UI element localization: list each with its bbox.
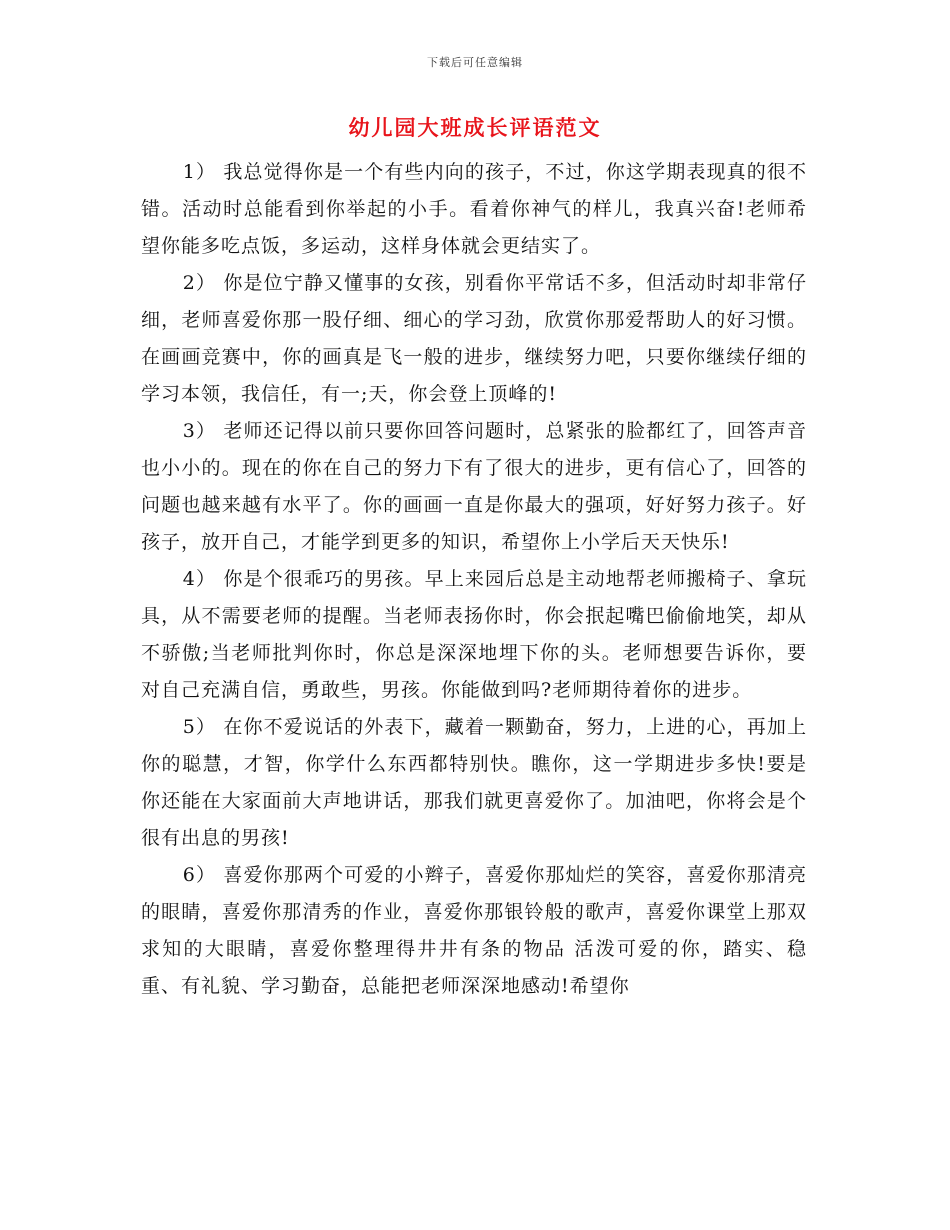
paragraph-2: 2） 你是位宁静又懂事的女孩，别看你平常话不多，但活动时却非常仔细，老师喜爱你那一股仔细、细心的学习劲，欣赏你那爱帮助人的好习惯。在画画竞赛中，你的画真是飞一般的进步，继续努力吧，只要你继续仔细的学习本领，我信任，有一;天，你会登上顶峰的! [141,272,807,405]
header-note: 下载后可任意编辑 [427,56,523,69]
paragraph-6: 6） 喜爱你那两个可爱的小辫子，喜爱你那灿烂的笑容，喜爱你那清亮的眼睛，喜爱你那清秀的作业，喜爱你那银铃般的歌声，喜爱你课堂上那双求知的大眼睛，喜爱你整理得井井有条的物品 活泼可爱的你，踏实、稳重、有礼貌、学习勤奋，总能把老师深深地感动!希望你 [141,864,807,997]
document-title: 幼儿园大班成长评语范文 [348,115,602,140]
document-body [141,154,807,1005]
paragraph-5: 5） 在你不爱说话的外表下，藏着一颗勤奋，努力，上进的心，再加上你的聪慧，才智，你学什么东西都特别快。瞧你，这一学期进步多快!要是你还能在大家面前大声地讲话，那我们就更喜爱你了。加油吧，你将会是个很有出息的男孩! [141,716,807,849]
paragraph-1: 1） 我总觉得你是一个有些内向的孩子，不过，你这学期表现真的很不错。活动时总能看到你举起的小手。看着你神气的样儿，我真兴奋!老师希望你能多吃点饭，多运动，这样身体就会更结实了。 [141,161,807,257]
paragraph-3: 3） 老师还记得以前只要你回答问题时，总紧张的脸都红了，回答声音也小小的。现在的你在自己的努力下有了很大的进步，更有信心了，回答的问题也越来越有水平了。你的画画一直是你最大的强项，好好努力孩子。好孩子，放开自己，才能学到更多的知识，希望你上小学后天天快乐! [141,420,807,553]
paragraph-4: 4） 你是个很乖巧的男孩。早上来园后总是主动地帮老师搬椅子、拿玩具，从不需要老师的提醒。当老师表扬你时，你会抿起嘴巴偷偷地笑，却从不骄傲;当老师批判你时，你总是深深地埋下你的头。老师想要告诉你，要对自己充满自信，勇敢些，男孩。你能做到吗?老师期待着你的进步。 [141,568,807,701]
